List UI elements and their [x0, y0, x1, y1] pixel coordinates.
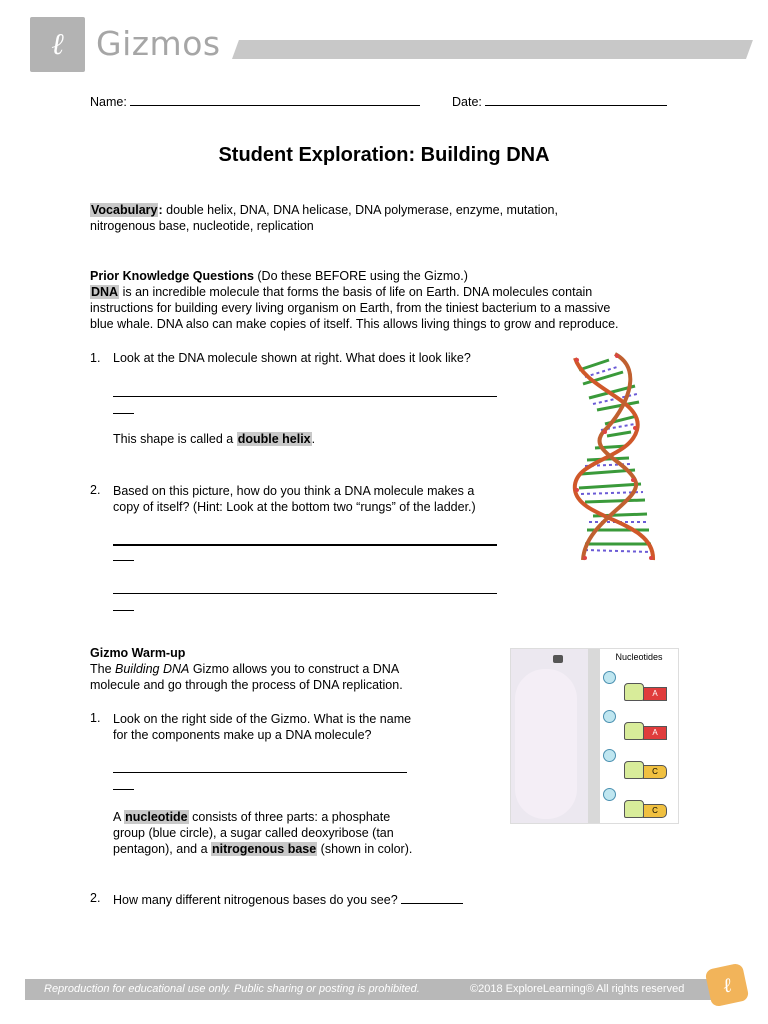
warmup-heading: Gizmo Warm-up	[90, 646, 186, 660]
date-field	[452, 93, 667, 109]
corner-logo-glyph: ℓ	[720, 972, 734, 998]
n-line-2: group (blue circle), a sugar called deoxyribose (tan	[113, 826, 394, 840]
prior-line-1: is an incredible molecule that forms the basis of life on Earth. DNA molecules contain	[119, 285, 593, 299]
q1-number: 1.	[90, 351, 101, 365]
nitrogenous-base-term: nitrogenous base	[212, 842, 317, 856]
q2-answer-line-1[interactable]	[113, 544, 497, 546]
prior-heading-note: (Do these BEFORE using the Gizmo.)	[253, 269, 468, 283]
warmup-q2-answer-line[interactable]	[401, 891, 463, 904]
date-label: Date:	[452, 95, 482, 109]
gizmo-workspace	[511, 649, 588, 823]
base-c-icon: C	[643, 765, 667, 779]
vocab-line-1: double helix, DNA, DNA helicase, DNA polymerase, enzyme, mutation,	[162, 203, 558, 217]
warmup-q1-answer-line[interactable]	[113, 772, 407, 773]
warmup-intro-line-2: molecule and go through the process of DNA replication.	[90, 678, 403, 692]
nucleotides-list	[600, 649, 678, 823]
q2-number: 2.	[90, 483, 101, 497]
base-c-icon: C	[643, 804, 667, 818]
vocabulary	[90, 202, 558, 234]
base-a-icon: A	[643, 726, 667, 740]
vocab-line-2: nitrogenous base, nucleotide, replication	[90, 219, 314, 233]
prior-line-2: instructions for building every living organism on Earth, from the tiniest bacterium to a massive	[90, 301, 611, 315]
warmup-q1-number: 1.	[90, 711, 101, 725]
footer-notice: Reproduction for educational use only. Public sharing or posting is prohibited.	[44, 983, 420, 995]
base-a-icon: A	[643, 687, 667, 701]
gizmo-nucleotides-panel	[510, 648, 679, 824]
warmup-intro-pre: The	[90, 662, 116, 676]
gizmos-logo	[30, 17, 85, 72]
gizmo-workspace-shape	[515, 669, 577, 819]
q1-note-post: .	[311, 432, 316, 446]
n-line3-pre: pentagon), and a	[113, 842, 211, 856]
q1-answer-line[interactable]	[113, 396, 497, 397]
warmup-section	[90, 645, 403, 693]
warmup-q1-line-2: for the components make up a DNA molecule?	[113, 728, 372, 742]
q2-line-2: copy of itself? (Hint: Look at the bottom two “rungs” of the ladder.)	[113, 500, 476, 514]
phosphate-icon	[603, 749, 616, 762]
dna-term: DNA	[91, 285, 119, 299]
name-field	[90, 93, 420, 109]
footer-copyright: ©2018 ExploreLearning® All rights reserved	[470, 983, 685, 995]
gizmo-divider	[588, 649, 600, 823]
phosphate-icon	[603, 710, 616, 723]
q2-text	[113, 483, 476, 515]
name-label: Name:	[90, 95, 127, 109]
n-line3-post: (shown in color).	[317, 842, 413, 856]
explorelearning-corner-logo	[704, 962, 749, 1007]
camera-icon[interactable]	[553, 655, 563, 663]
sugar-icon	[624, 800, 644, 818]
q1-note-pre: This shape is called a	[113, 432, 237, 446]
warmup-intro-post: Gizmo allows you to construct a DNA	[189, 662, 400, 676]
sugar-icon	[624, 761, 644, 779]
sugar-icon	[624, 683, 644, 701]
prior-heading: Prior Knowledge Questions	[90, 269, 254, 283]
page-title: Student Exploration: Building DNA	[218, 144, 550, 166]
name-line[interactable]	[130, 93, 420, 106]
q2-answer-line-2-end[interactable]	[113, 610, 134, 611]
n-line1-post: consists of three parts: a phosphate	[188, 810, 391, 824]
prior-line-3: blue whale. DNA also can make copies of itself. This allows living things to grow and reproduce.	[90, 317, 619, 331]
q2-line-1: Based on this picture, how do you think a DNA molecule makes a	[113, 484, 475, 498]
nucleotides-title: Nucleotides	[615, 652, 663, 662]
brand-name: Gizmos	[96, 24, 221, 63]
warmup-q2-text	[113, 891, 463, 907]
dna-double-helix-image	[565, 350, 665, 566]
header-bar	[232, 40, 753, 59]
warmup-q2-number: 2.	[90, 891, 101, 905]
phosphate-icon	[603, 671, 616, 684]
sugar-icon	[624, 722, 644, 740]
warmup-intro-em: Building DNA	[115, 662, 190, 676]
q2-answer-line-1-end[interactable]	[113, 560, 134, 561]
q1-text: Look at the DNA molecule shown at right. What does it look like?	[113, 351, 471, 365]
phosphate-icon	[603, 788, 616, 801]
vocab-label: Vocabulary	[91, 203, 158, 217]
double-helix-term: double helix	[237, 432, 311, 446]
warmup-q1-line-1: Look on the right side of the Gizmo. What is the name	[113, 712, 412, 726]
warmup-q2-label: How many different nitrogenous bases do you see?	[113, 893, 398, 907]
warmup-q1-answer-line-end[interactable]	[113, 789, 134, 790]
nucleotide-term: nucleotide	[125, 810, 188, 824]
vocab-colon: :	[158, 203, 163, 217]
q2-answer-line-2[interactable]	[113, 593, 497, 594]
nucleotide-note	[113, 809, 412, 857]
prior-knowledge	[90, 268, 619, 332]
q1-note	[113, 432, 315, 446]
warmup-q1-text	[113, 711, 411, 743]
date-line[interactable]	[485, 93, 667, 106]
logo-glyph: ℓ	[51, 27, 64, 62]
n-line1-pre: A	[113, 810, 125, 824]
q1-answer-line-end[interactable]	[113, 413, 134, 414]
